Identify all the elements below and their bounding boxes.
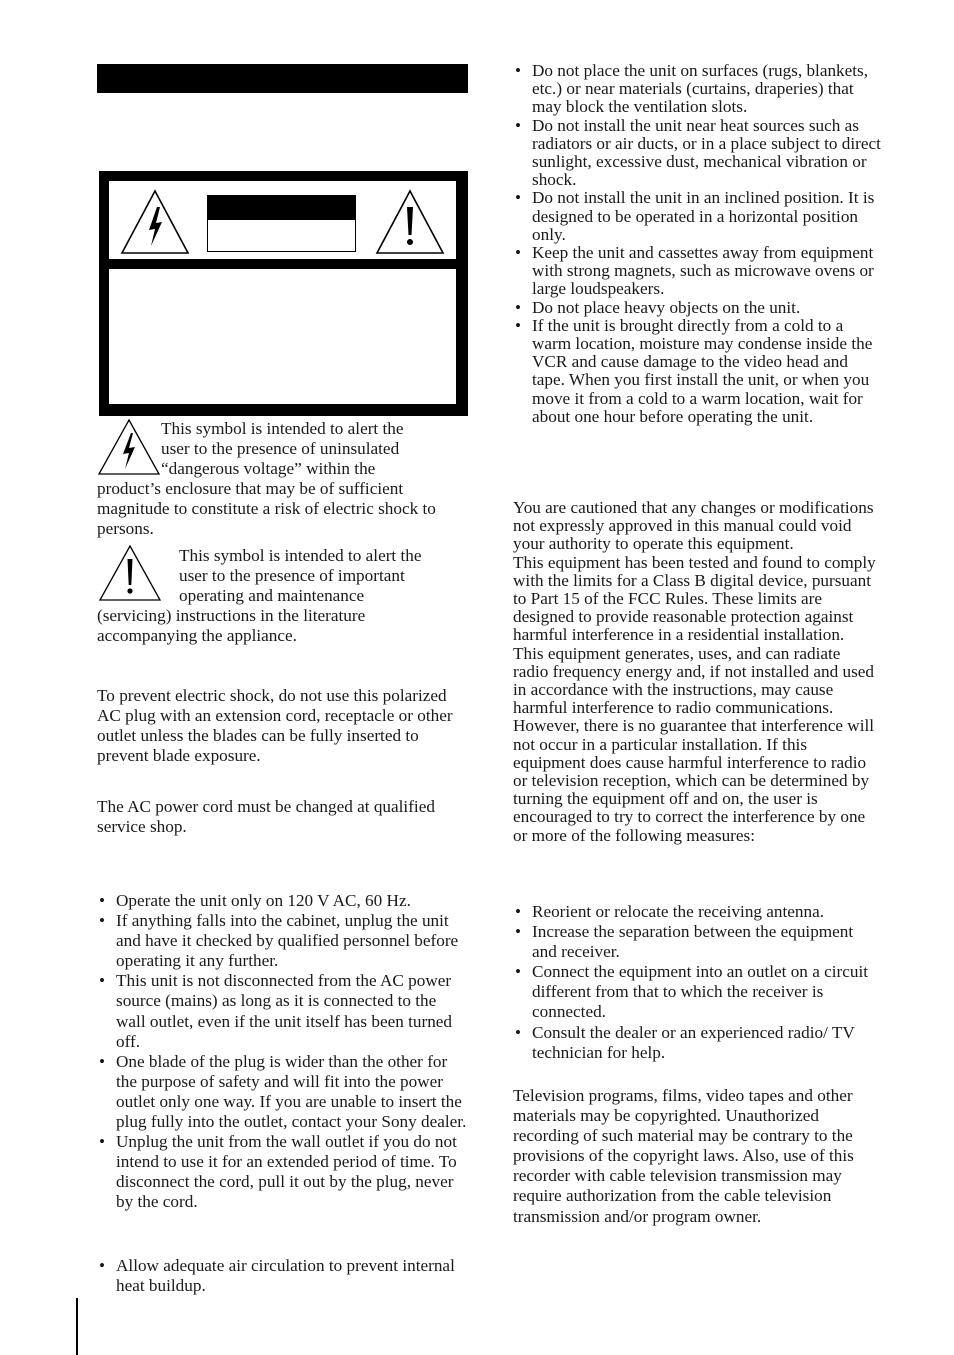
list-item: • If the unit is brought directly from a cold to a warm location, moisture may condense inside the VCR and cause damage to the video head and tape. When you first install the unit, or when you move it from a cold to a warm location, wait for about one hour before operating the unit. <box>513 317 883 426</box>
list-item: • Do not place the unit on surfaces (rugs, blankets, etc.) or near materials (curtains, draperies) that may block the ventilation slots. <box>513 62 883 117</box>
list-item: • Do not install the unit near heat sources such as radiators or air ducts, or in a place subject to direct sunlight, excessive dust, mechanical vibration or shock. <box>513 117 883 190</box>
fcc-body: This equipment has been tested and found to comply with the limits for a Class B digital device, pursuant to Part 15 of the FCC Rules. These limits are designed to provide reasonable protection against harmful interference in a residential installation. This equipment generates, uses, and can radiate radio frequency energy and, if not installed and used in accordance with the instructions, may cause harmful interference to radio communications. However, there is no guarantee that interference will not occur in a particular installation. If this equipment does cause harmful interference to radio or television reception, which can be determined by turning the equipment off and on, the user is encouraged to try to correct the interference by one or more of the following measures: <box>513 552 876 845</box>
lightning-text-line-2: user to the presence of uninsulated <box>161 439 400 459</box>
page-margin-rule <box>76 1298 78 1355</box>
exclamation-triangle-icon <box>375 189 445 255</box>
warning-label-body <box>109 269 456 404</box>
warning-label-header <box>109 181 456 259</box>
list-item: • Do not install the unit in an inclined position. It is designed to be operated in a horizontal position only. <box>513 189 883 244</box>
exclamation-text-line-1: This symbol is intended to alert the <box>179 546 422 565</box>
list-item: • Allow adequate air circulation to prevent internal heat buildup. <box>97 1256 469 1296</box>
installing-list-right <box>513 62 883 426</box>
exclamation-text-line-2: user to the presence of important <box>179 566 405 586</box>
list-item: • If anything falls into the cabinet, unplug the unit and have it checked by qualified personnel before operating it any further. <box>97 911 469 971</box>
warning-label-box <box>99 171 468 416</box>
list-item: • Increase the separation between the equipment and receiver. <box>513 922 881 962</box>
fcc-measures-list <box>513 902 881 1063</box>
list-item: • Unplug the unit from the wall outlet if you do not intend to use it for an extended period of time. To disconnect the cord, pull it out by the plug, never by the cord. <box>97 1132 469 1212</box>
list-item: • One blade of the plug is wider than the other for the purpose of safety and will fit into the power outlet only one way. If you are unable to insert the plug fully into the outlet, contact your Sony dealer. <box>97 1052 469 1132</box>
safety-list <box>97 891 469 1213</box>
list-item: • Do not place heavy objects on the unit. <box>513 299 883 317</box>
copyright-notice: Television programs, films, video tapes and other materials may be copyrighted. Unauthorized recording of such material may be contrary to the provisions of the copyright laws. Also, use of this recorder with cable television transmission may require authorization from the cable television transmission and/or program owner. <box>513 1086 854 1226</box>
caution-label-block <box>207 195 356 252</box>
installing-list-left <box>97 1256 469 1296</box>
fcc-intro: You are cautioned that any changes or modifications not expressly approved in this manual could void your authority to operate this equipment. <box>513 498 874 554</box>
lightning-text-line-1: This symbol is intended to alert the <box>161 419 404 438</box>
list-item: • Consult the dealer or an experienced radio/ TV technician for help. <box>513 1023 881 1063</box>
list-item: • This unit is not disconnected from the AC power source (mains) as long as it is connected to the wall outlet, even if the unit itself has been turned off. <box>97 971 469 1051</box>
exclamation-text-line-3: operating and maintenance <box>179 586 365 606</box>
list-item: • Operate the unit only on 120 V AC, 60 Hz. <box>97 891 469 911</box>
lightning-symbol-description <box>97 419 469 540</box>
list-item: • Reorient or relocate the receiving antenna. <box>513 902 881 922</box>
lightning-triangle-icon <box>120 189 190 255</box>
section-title-bar <box>97 64 468 93</box>
lightning-text-wrap: product’s enclosure that may be of sufficient magnitude to constitute a risk of electric shock to persons. <box>97 479 436 539</box>
polarized-plug-warning: To prevent electric shock, do not use this polarized AC plug with an extension cord, receptacle or other outlet unless the blades can be fully inserted to prevent blade exposure. <box>97 686 453 766</box>
lightning-text-line-3: “dangerous voltage” within the <box>161 459 376 479</box>
power-cord-note: The AC power cord must be changed at qualified service shop. <box>97 797 435 837</box>
list-item: • Connect the equipment into an outlet on a circuit different from that to which the receiver is connected. <box>513 962 881 1022</box>
exclamation-symbol-description <box>97 546 469 646</box>
list-item: • Keep the unit and cassettes away from equipment with strong magnets, such as microwave ovens or large loudspeakers. <box>513 244 883 299</box>
exclamation-text-wrap: (servicing) instructions in the literature accompanying the appliance. <box>97 606 366 646</box>
caution-label-fill <box>208 196 355 220</box>
fcc-notice <box>513 499 878 845</box>
